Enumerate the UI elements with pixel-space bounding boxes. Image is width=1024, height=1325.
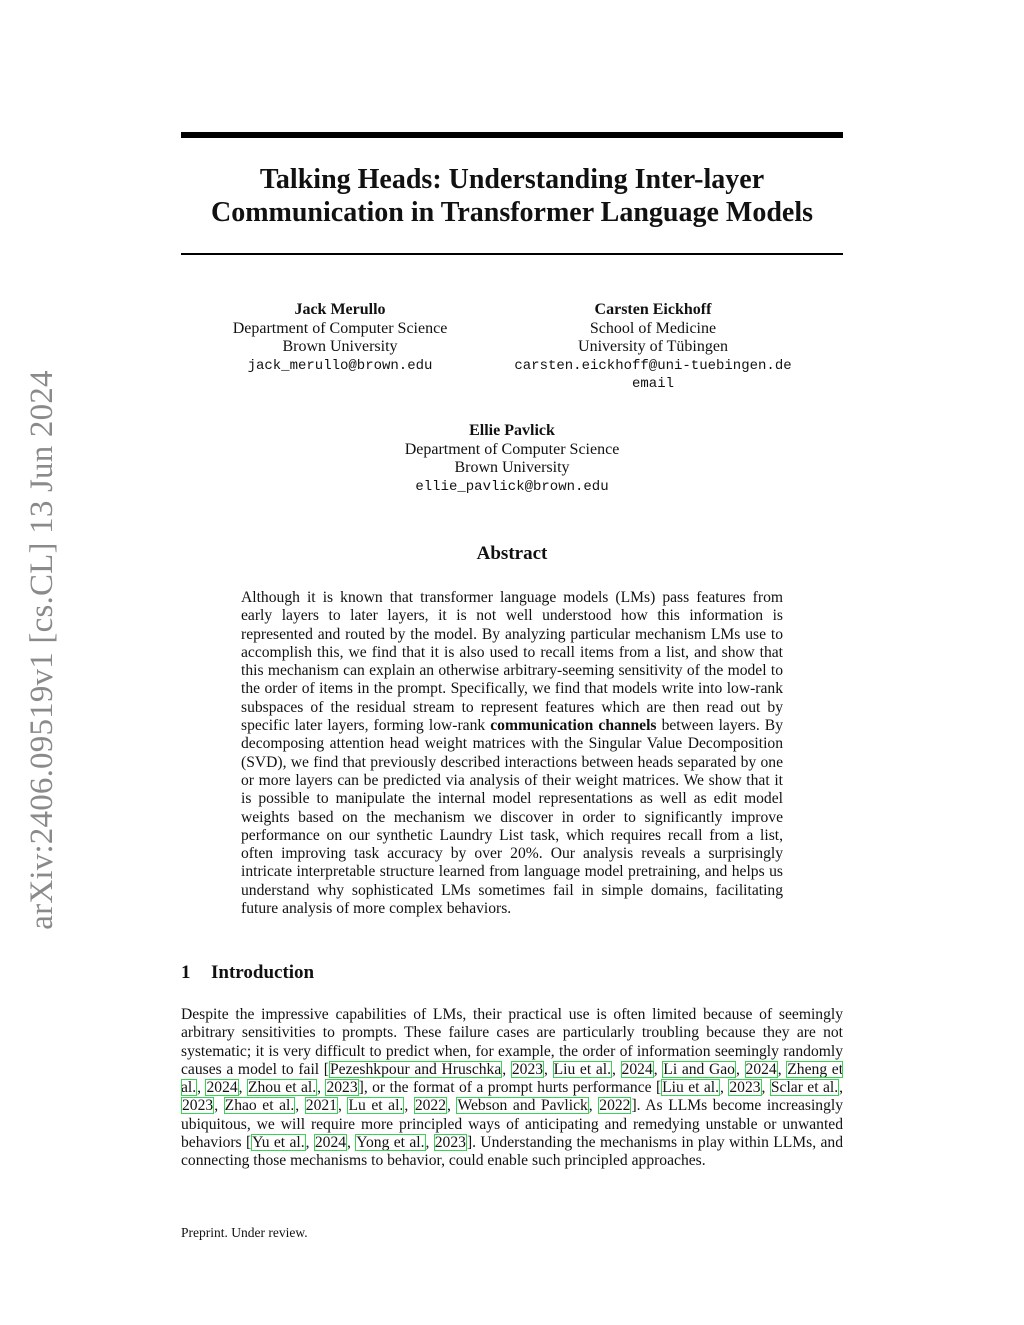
author-university: Brown University [282,338,398,355]
abstract-heading: Abstract [476,543,548,564]
body-text: ], or the format of a prompt hurts performance [ [358,1079,662,1097]
citation-link[interactable]: Sclar et al. [770,1079,839,1097]
citation-link[interactable]: 2023 [326,1079,358,1097]
section-number: 1 [181,962,191,983]
citation-link[interactable]: 2024 [314,1134,347,1152]
body-text: Despite the impressive capabilities of LMs, their practical use is often limited because of seemingly arbitrary sensitivities to prompts. These failure cases are particularly troubling because they are not systematic; it is very difficult to predict when, for example, the order of information seemingly randomly causes a model to fail [ [181,1006,843,1078]
citation-link[interactable]: 2024 [621,1060,653,1078]
citation-link[interactable]: 2023 [729,1079,761,1097]
author-block [200,301,480,375]
citation-link[interactable]: Lu et al. [348,1097,404,1115]
title-bottom-rule [181,253,843,255]
citation-link[interactable]: Zhou et al. [247,1079,317,1097]
author-university: Brown University [454,459,570,476]
title-top-rule [181,132,843,138]
author-email: carsten.eickhoff@uni-tuebingen.de [514,357,792,374]
abstract-emphasis: communication channels [490,717,657,735]
author-name: Carsten Eickhoff [594,301,712,318]
title-line-2: Communication in Transformer Language Models [210,197,813,228]
citation-link[interactable]: 2024 [745,1060,777,1078]
citation-link[interactable]: Yu et al. [252,1134,305,1152]
citation-link[interactable]: 2021 [305,1097,337,1115]
citation-link[interactable]: Liu et al. [553,1060,611,1078]
citation-link[interactable]: Liu et al. [662,1079,720,1097]
paper-title [181,163,843,229]
abstract-text-part: between layers. By decomposing attention head weight matrices with the Singular Value Decomposition (SVD), we find that previously described interactions between heads separated by one or more layers can be predicted via analysis of their weight matrices. We show that it is possible to manipulate the internal model representations as well as edit model weights based on the mechanism we discover in order to significantly improve performance on our synthetic Laundry List task, which requires recall from a list, often improving task accuracy by over 20%. Our analysis reveals a surprisingly intricate interpretable structure learned from language model pretraining, and helps us understand why sophisticated LMs sometimes fail in simple domains, facilitating future analysis of more complex behaviors. [241,717,783,918]
citation-link[interactable]: Pezeshkpour and Hruschka [330,1060,502,1078]
title-line-1: Talking Heads: Understanding Inter-layer [259,164,765,195]
citation-link[interactable]: 2023 [511,1060,544,1078]
section-heading [181,962,314,984]
intro-paragraph: Despite the impressive capabilities of LMs, their practical use is often limited because of seemingly arbitrary sensitivities to prompts. These failure cases are particularly troubling because they are not systematic; it is very difficult to predict when, for example, the order of information seemingly randomly causes a model to fail [Pezeshkpour and Hruschka, 2023, Liu et al., 2024, Li and Gao, 2024, Zheng et al., 2024, Zhou et al., 2023], or the format of a prompt hurts performance [Liu et al., 2023, Sclar et al., 2023, Zhao et al., 2021, Lu et al., 2022, Webson and Pavlick, 2022]. As LLMs become increasingly ubiquitous, we will require more principled ways of anticipating and remedying unstable or unwanted behaviors [Yu et al., 2024, Yong et al., 2023]. Understanding the mechanisms in play within LLMs, and connecting those mechanisms to behavior, could enable such principled approaches. [181,1006,844,1170]
author-block [498,301,808,394]
author-email: ellie_pavlick@brown.edu [415,478,609,495]
citation-link[interactable]: Zhao et al. [224,1097,295,1115]
author-email-placeholder: email [631,376,674,392]
author-email: jack_merullo@brown.edu [247,357,433,374]
abstract-text [241,589,783,918]
citation-link[interactable]: 2022 [599,1097,631,1115]
citation-link[interactable]: Li and Gao [663,1060,735,1078]
abstract-text-part: Although it is known that transformer language models (LMs) pass features from early layers to later layers, it is not well understood how this information is represented and routed by the model. By analyzing particular mechanism LMs use to accomplish this, we find that it is also used to recall items from a list, and show that this mechanism can explain an otherwise arbitrary-seeming sensitivity of the model to the order of items in the prompt. Specifically, we find that models write into low-rank subspaces of the residual stream to represent features which are then read out by specific later layers, forming low-rank [241,589,783,735]
page-footer: Preprint. Under review. [181,1225,308,1240]
citation-link[interactable]: Zheng et al. [181,1060,844,1097]
body-text: ]. Understanding the mechanisms in play within LLMs, and connecting those mechanisms to behavior, could enable such principled approaches. [181,1134,843,1170]
author-department: School of Medicine [589,319,717,337]
author-block [362,422,662,496]
citation-link[interactable]: 2023 [434,1134,466,1152]
citation-link[interactable]: Yong et al. [356,1134,425,1152]
author-name: Jack Merullo [294,301,386,318]
citation-link[interactable]: Webson and Pavlick [457,1097,588,1115]
author-name: Ellie Pavlick [469,422,555,439]
body-text: ]. As LLMs become increasingly ubiquitous, we will require more principled ways of anticipating and remedying unstable or unwanted behaviors [ [181,1097,844,1152]
author-department: Department of Computer Science [232,319,448,337]
section-title: Introduction [211,962,315,983]
arxiv-identifier: arXiv:2406.09519v1 [cs.CL] 13 Jun 2024 [24,370,60,930]
author-department: Department of Computer Science [404,440,620,458]
citation-link[interactable]: 2024 [206,1079,238,1097]
citation-link[interactable]: 2023 [182,1097,214,1115]
citation-link[interactable]: 2022 [414,1097,446,1115]
author-university: University of Tübingen [578,338,728,355]
